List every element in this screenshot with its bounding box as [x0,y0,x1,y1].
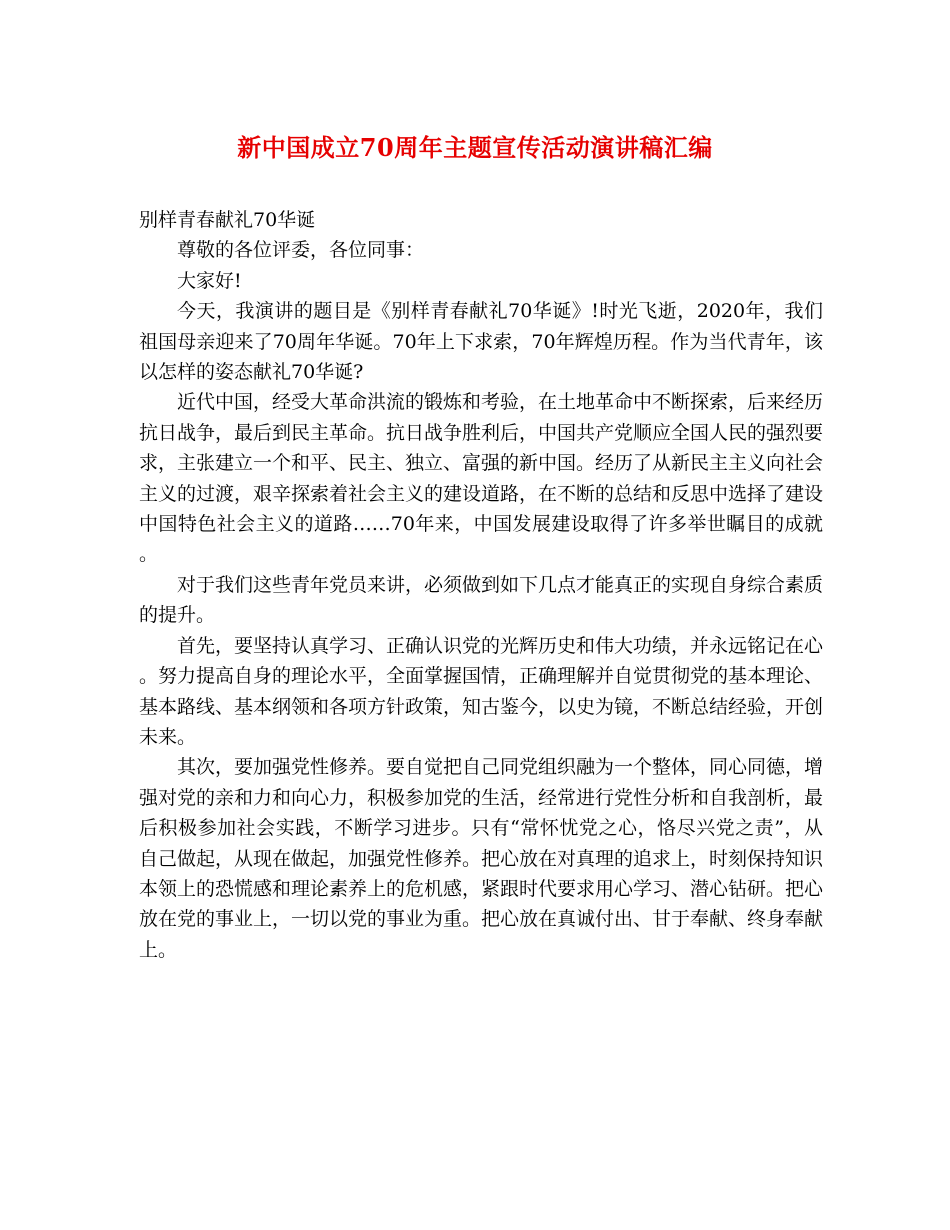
paragraph: 其次，要加强党性修养。要自觉把自己同党组织融为一个整体，同心同德，增强对党的亲和力和向心力，积极参加党的生活，经常进行党性分析和自我剖析，最后积极参加社会实践，不断学习进步。只有“常怀忧党之心，恪尽兴党之责”，从自己做起，从现在做起，加强党性修养。把心放在对真理的追求上，时刻保持知识本领上的恐慌感和理论素养上的危机感，紧跟时代要求用心学习、潜心钻研。把心放在党的事业上，一切以党的事业为重。把心放在真诚付出、甘于奉献、终身奉献上。 [139,756,824,961]
paragraph: 近代中国，经受大革命洪流的锻炼和考验，在土地革命中不断探索，后来经历抗日战争，最后到民主革命。抗日战争胜利后，中国共产党顺应全国人民的强烈要求，主张建立一个和平、民主、独立、富强的新中国。经历了从新民主主义向社会主义的过渡，艰辛探索着社会主义的建设道路，在不断的总结和反思中选择了建设中国特色社会主义的道路……70年来，中国发展建设取得了许多举世瞩目的成就。 [139,391,824,566]
paragraph: 今天，我演讲的题目是《别样青春献礼70华诞》!时光飞逝，2020年，我们祖国母亲迎来了70周年华诞。70年上下求索，70年辉煌历程。作为当代青年，该以怎样的姿态献礼70华诞? [139,300,823,384]
document-title: 新中国成立70周年主题宣传活动演讲稿汇编 [237,133,713,162]
greeting-line: 尊敬的各位评委，各位同事： [177,239,425,262]
paragraph: 对于我们这些青年党员来讲，必须做到如下几点才能真正的实现自身综合素质的提升。 [139,573,824,627]
salutation-line: 大家好! [177,269,242,292]
speech-subtitle: 别样青春献礼70华诞 [139,209,316,231]
document-body [139,205,823,965]
paragraph: 首先，要坚持认真学习、正确认识党的光辉历史和伟大功绩，并永远铭记在心。努力提高自身的理论水平，全面掌握国情，正确理解并自觉贯彻党的基本理论、基本路线、基本纲领和各项方针政策，知古鉴今，以史为镜，不断总结经验，开创未来。 [139,634,824,748]
